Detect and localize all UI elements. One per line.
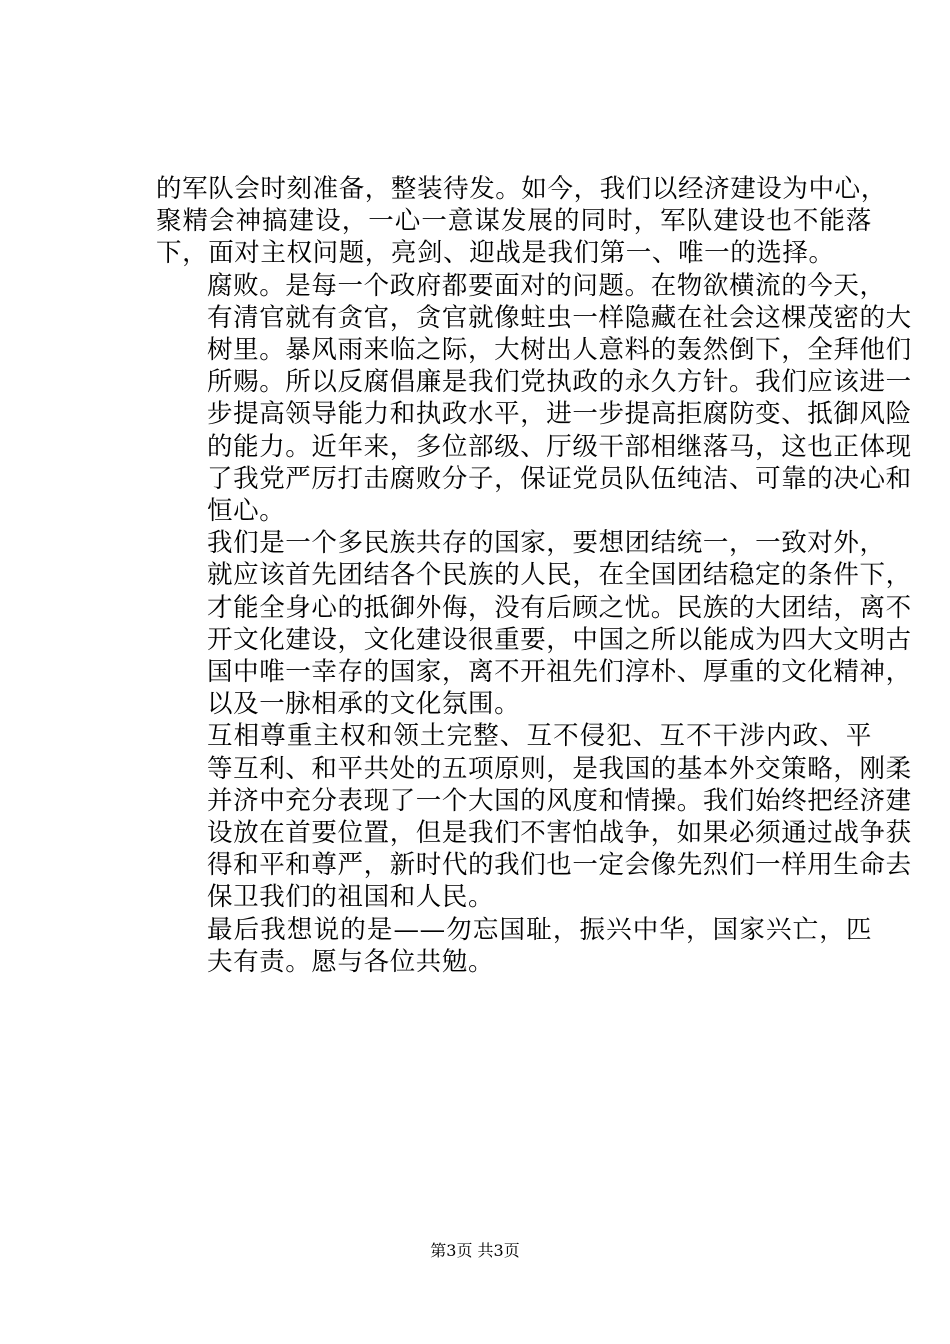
paragraph (156, 173, 887, 270)
text-line: 树里。暴风雨来临之际，大树出人意料的轰然倒下，全拜他们 (207, 335, 912, 366)
text-line: 才能全身心的抵御外侮，没有后顾之忧。民族的大团结，离不 (207, 592, 912, 623)
text-line: 所赐。所以反腐倡廉是我们党执政的永久方针。我们应该进一 (207, 367, 912, 398)
text-line: 互相尊重主权和领土完整、互不侵犯、互不干涉内政、平 (207, 721, 872, 752)
text-line: 保卫我们的祖国和人民。 (207, 882, 495, 913)
text-line: 有清官就有贪官，贪官就像蛀虫一样隐藏在社会这棵茂密的大 (207, 302, 912, 333)
text-line: 步提高领导能力和执政水平，进一步提高拒腐防变、抵御风险 (207, 399, 912, 430)
text-line: 恒心。 (207, 496, 286, 527)
paragraph (156, 527, 912, 720)
text-line: 等互利、和平共处的五项原则，是我国的基本外交策略，刚柔 (207, 753, 912, 784)
paragraph (156, 720, 912, 913)
text-line: 设放在首要位置，但是我们不害怕战争，如果必须通过战争获 (207, 818, 912, 849)
paragraph (156, 270, 912, 528)
text-line: 下，面对主权问题，亮剑、迎战是我们第一、唯一的选择。 (156, 238, 835, 269)
text-line: 了我党严厉打击腐败分子，保证党员队伍纯洁、可靠的决心和 (207, 463, 912, 494)
text-line: 开文化建设，文化建设很重要，中国之所以能成为四大文明古 (207, 624, 912, 655)
text-line: 并济中充分表现了一个大国的风度和情操。我们始终把经济建 (207, 785, 912, 816)
text-line: 得和平和尊严，新时代的我们也一定会像先烈们一样用生命去 (207, 850, 912, 881)
text-line: 的军队会时刻准备，整装待发。如今，我们以经济建设为中心， (156, 174, 887, 204)
paragraph (156, 914, 872, 978)
text-line: 最后我想说的是——勿忘国耻，振兴中华，国家兴亡，匹 (207, 914, 872, 945)
text-line: 夫有责。愿与各位共勉。 (207, 946, 495, 977)
text-line: 聚精会神搞建设，一心一意谋发展的同时，军队建设也不能落 (156, 206, 872, 237)
text-line: 以及一脉相承的文化氛围。 (207, 689, 521, 720)
document-body (156, 173, 912, 978)
text-line: 的能力。近年来，多位部级、厅级干部相继落马，这也正体现 (207, 431, 912, 462)
text-line: 就应该首先团结各个民族的人民，在全国团结稳定的条件下， (207, 560, 912, 591)
text-line: 腐败。是每一个政府都要面对的问题。在物欲横流的今天， (207, 270, 886, 301)
text-line: 国中唯一幸存的国家，离不开祖先们淳朴、厚重的文化精神， (207, 657, 912, 688)
page-footer: 第3页 共3页 (430, 1241, 520, 1260)
text-line: 我们是一个多民族共存的国家，要想团结统一，一致对外， (207, 528, 886, 559)
